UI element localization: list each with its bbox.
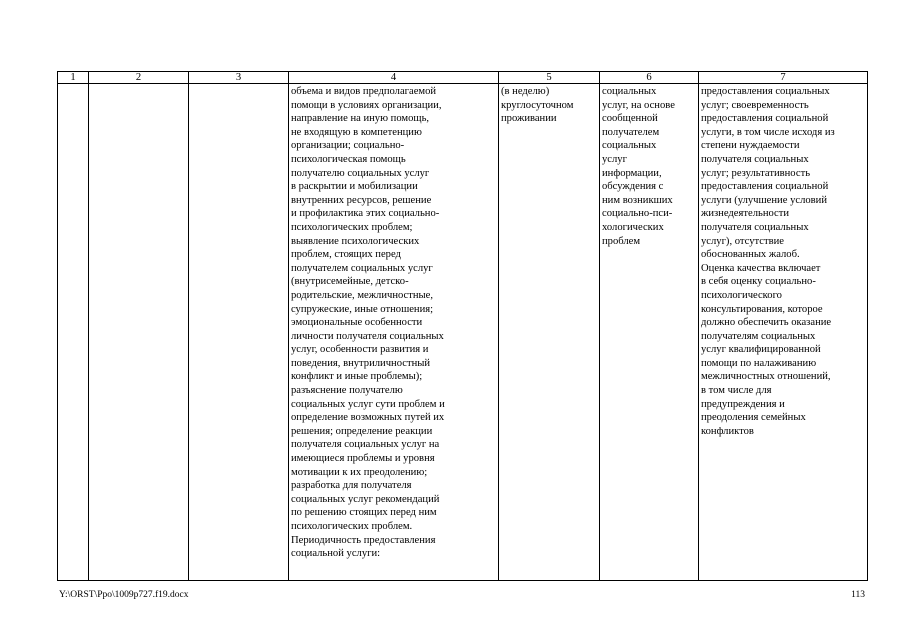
cell-text-line: социальных услуг сути проблем и xyxy=(291,398,445,410)
cell-text-line: услуг; результативность xyxy=(701,167,811,179)
cell-text-line: получателю социальных услуг xyxy=(291,167,430,179)
cell-text-line: мотивации к их преодолению; xyxy=(291,466,428,478)
cell-text-line: ним возникших xyxy=(602,194,673,206)
cell-text-line: предоставления социальной xyxy=(701,113,829,125)
cell-text-line: организации; социально- xyxy=(291,140,405,152)
column-header-6: 6 xyxy=(600,72,699,84)
cell-text-line: помощи по налаживанию xyxy=(701,357,817,369)
cell-text-line: проблем, стоящих перед xyxy=(291,249,401,261)
cell-text-line: предоставления социальных xyxy=(701,86,830,97)
cell-text-line: жизнедеятельности xyxy=(701,208,790,220)
cell-text-line: разъяснение получателю xyxy=(291,385,403,397)
cell-text-line: в себя оценку социально- xyxy=(701,276,816,288)
cell-text-line: направление на иную помощь, xyxy=(291,113,430,125)
cell-text-line: конфликтов xyxy=(701,425,754,437)
cell-text-line: выявление психологических xyxy=(291,235,420,247)
cell-text-line: не входящую в компетенцию xyxy=(291,126,422,138)
cell-text-line: предупреждения и xyxy=(701,398,785,410)
cell-text-line: хологических xyxy=(602,221,664,233)
table-row xyxy=(58,84,868,581)
footer-page-number: 113 xyxy=(851,590,865,600)
column-header-7: 7 xyxy=(699,72,868,84)
cell-text-line: услуг квалифицированной xyxy=(701,344,821,356)
cell-text-line: (внутрисемейные, детско- xyxy=(291,276,409,288)
cell-text-line: решения; определение реакции xyxy=(291,425,433,437)
cell-text-line: консультирования, которое xyxy=(701,303,823,315)
cell-text-line: проживании xyxy=(501,113,557,125)
cell-text-line: услуг, на основе xyxy=(602,99,675,111)
cell-text-line: психологических проблем; xyxy=(291,221,413,233)
footer-file-path: Y:\ORST\Ppo\1009p727.f19.docx xyxy=(59,590,189,600)
cell-col-5 xyxy=(499,84,600,581)
cell-text-line: в том числе для xyxy=(701,385,772,397)
cell-text-line: должно обеспечить оказание xyxy=(701,317,832,329)
cell-text-line: получателя социальных xyxy=(701,221,809,233)
cell-text-line: получателем xyxy=(602,126,660,138)
cell-text-line: проблем xyxy=(602,235,641,247)
cell-text-line: разработка для получателя xyxy=(291,480,412,492)
cell-text-line: услуги, в том числе исходя из xyxy=(701,126,835,138)
cell-col-3 xyxy=(189,84,289,581)
cell-text-line: социальных xyxy=(602,140,657,152)
cell-text-line: в раскрытии и мобилизации xyxy=(291,181,418,193)
cell-text-line: супружеские, иные отношения; xyxy=(291,303,434,315)
cell-text-line: социальных услуг рекомендаций xyxy=(291,493,440,505)
cell-text-line: (в неделю) xyxy=(501,86,550,97)
cell-text-line: эмоциональные особенности xyxy=(291,317,423,329)
column-header-4: 4 xyxy=(289,72,499,84)
cell-text-line: психологических проблем. xyxy=(291,521,413,532)
cell-text-line: получателя социальных xyxy=(701,153,809,165)
cell-text-line: услуг; своевременность xyxy=(701,99,809,111)
cell-text-line: социальных xyxy=(602,86,657,97)
cell-text-line: сообщенной xyxy=(602,113,658,125)
cell-text-line: психологическая помощь xyxy=(291,153,406,165)
cell-col-2 xyxy=(89,84,189,581)
cell-text-line: информации, xyxy=(602,167,662,179)
column-header-5: 5 xyxy=(499,72,600,84)
cell-text-line: Оценка качества включает xyxy=(701,262,821,274)
cell-text-line: межличностных отношений, xyxy=(701,371,831,383)
cell-text-line: получателям социальных xyxy=(701,330,816,342)
cell-text-line: по решению стоящих перед ним xyxy=(291,507,437,519)
cell-text-line: личности получателя социальных xyxy=(291,330,444,342)
cell-text-line: внутренних ресурсов, решение xyxy=(291,194,432,206)
cell-text-line: социально-пси- xyxy=(602,208,673,220)
cell-text-line: имеющиеся проблемы и уровня xyxy=(291,453,435,465)
cell-text-line: определение возможных путей их xyxy=(291,412,445,424)
cell-text-line: родительские, межличностные, xyxy=(291,289,434,301)
cell-text-line: Периодичность предоставления xyxy=(291,534,436,546)
cell-text-line: социальной услуги: xyxy=(291,548,381,560)
cell-text-line: преодоления семейных xyxy=(701,412,806,424)
cell-col-7 xyxy=(699,84,868,581)
cell-text-line: поведения, внутриличностный xyxy=(291,357,431,369)
cell-col-4 xyxy=(289,84,499,581)
cell-text-line: круглосуточном xyxy=(501,99,574,111)
cell-text-line: услуг xyxy=(602,153,627,165)
cell-text-line: обсуждения с xyxy=(602,181,664,193)
header-row xyxy=(58,72,868,84)
column-header-1: 1 xyxy=(58,72,89,84)
document-table xyxy=(57,71,868,581)
column-header-2: 2 xyxy=(89,72,189,84)
cell-text-line: психологического xyxy=(701,289,782,301)
cell-text-line: предоставления социальной xyxy=(701,181,829,193)
cell-text-line: помощи в условиях организации, xyxy=(291,99,442,111)
cell-text-line: конфликт и иные проблемы); xyxy=(291,371,423,383)
cell-text-line: получателем социальных услуг xyxy=(291,262,433,274)
cell-text-line: объема и видов предполагаемой xyxy=(291,86,437,97)
cell-text-line: услуг), отсутствие xyxy=(701,235,784,247)
cell-text-line: получателя социальных услуг на xyxy=(291,439,440,451)
cell-text-line: услуг, особенности развития и xyxy=(291,344,429,356)
cell-text-line: и профилактика этих социально- xyxy=(291,208,440,220)
cell-text-line: обоснованных жалоб. xyxy=(701,249,800,261)
cell-text-line: степени нуждаемости xyxy=(701,140,800,152)
column-header-3: 3 xyxy=(189,72,289,84)
cell-text-line: услуги (улучшение условий xyxy=(701,194,827,206)
cell-col-6 xyxy=(600,84,699,581)
cell-col-1 xyxy=(58,84,89,581)
